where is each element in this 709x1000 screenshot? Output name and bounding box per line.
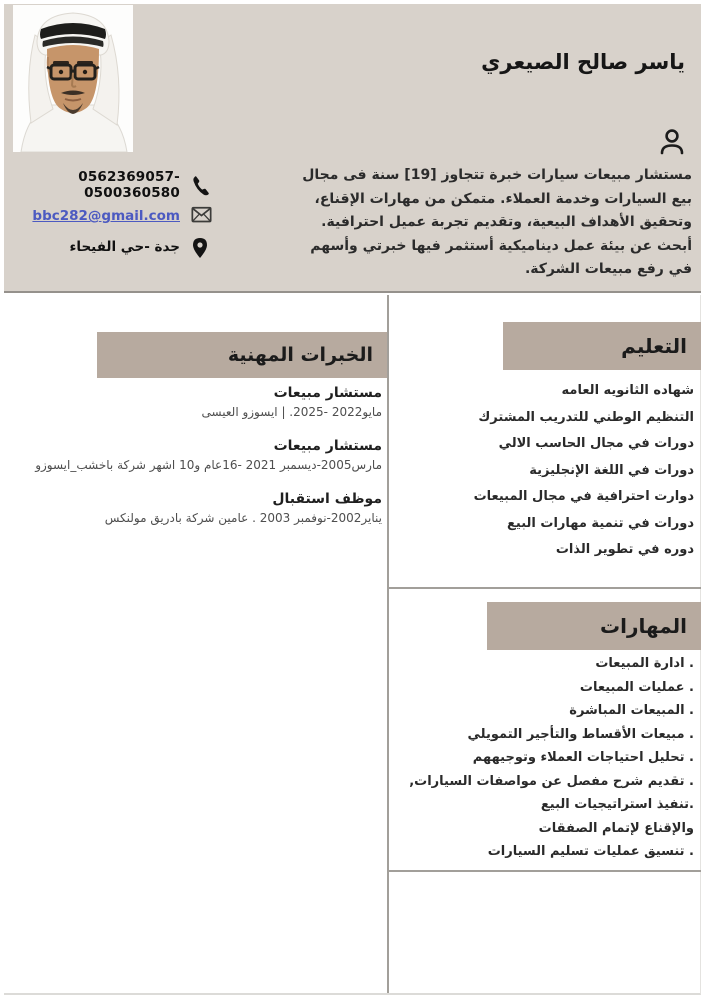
contact-location-row: [4, 236, 212, 258]
skill-item: . تقديم شرح مفصل عن مواصفات السيارات,: [409, 773, 694, 789]
experience-column: [4, 295, 387, 993]
education-item: دوارت احترافية في مجال المبيعات: [473, 489, 694, 504]
job-title: موظف استقبال: [272, 491, 382, 507]
skills-section: [389, 587, 701, 870]
job-details: مايو2022 -2025. | ايسوزو العيسى: [201, 405, 382, 419]
job-title: مستشار مبيعات: [273, 385, 382, 401]
skill-item: .تنفيذ استراتيجيات البيع: [540, 797, 694, 812]
skills-list: [394, 652, 694, 864]
education-section-title: التعليم: [503, 322, 701, 370]
location-text: جدة -حي الفيحاء: [69, 239, 180, 255]
skill-item: . عمليات المبيعات: [579, 679, 694, 695]
contact-email-row: [4, 205, 212, 227]
profile-summary: مستشار مبيعات سيارات خبرة تتجاوز [19] سنة فى مجال بيع السيارات وخدمة العملاء. متمكن من مهارات الإقناع، وتحقيق الأهداف البيعية، وتقديم تجربة عميل احترافية. أبحث عن بيئة عمل ديناميكية أستثمر فيها خبرتي وأسهم في رفع مبيعات الشركة.: [302, 167, 692, 277]
phone-number: 0562369057-0500360580: [78, 169, 180, 201]
empty-section: [389, 870, 701, 991]
envelope-icon: [191, 206, 212, 227]
contact-phone-row: [4, 169, 212, 201]
contact-block: [4, 169, 212, 267]
skill-item: . المبيعات المباشرة: [569, 703, 694, 718]
job-title: مستشار مبيعات: [273, 438, 382, 454]
education-item: دورات في مجال الحاسب الالي: [498, 436, 694, 451]
phone-icon: [191, 175, 212, 196]
location-pin-icon: [191, 237, 212, 258]
experience-list: [12, 377, 382, 544]
job-details: يناير2002-نوفمبر 2003 . عامين شركة بادريق مولنكس: [104, 511, 382, 525]
experience-item: [12, 385, 382, 419]
skill-item: . ادارة المبيعات: [595, 656, 694, 671]
education-item: دوره في تطوير الذات: [555, 542, 694, 557]
person-icon: [659, 128, 685, 156]
education-item: دورات في تنمية مهارات البيع: [507, 515, 694, 531]
skill-item: والإقناع لإتمام الصفقات: [538, 820, 694, 836]
experience-section-title: الخبرات المهنية: [97, 332, 387, 378]
education-item: دورات في اللغة الإنجليزية: [529, 462, 694, 478]
job-details: مارس2005-ديسمبر 2021 -16عام و10 اشهر شركة باخشب_ايسوزو: [35, 458, 382, 472]
skill-item: . مبيعات الأقساط والتأجير التمويلي: [467, 726, 694, 742]
skill-item: . تنسيق عمليات تسليم السيارات: [487, 844, 694, 859]
experience-item: [12, 438, 382, 472]
main-content: [4, 295, 701, 995]
education-list: [394, 378, 694, 564]
experience-item: [12, 491, 382, 525]
email-link-wrap: [32, 208, 180, 224]
sidebar-column: [387, 295, 701, 993]
profile-photo: [13, 5, 133, 152]
candidate-name: ياسر صالح الصيعري: [481, 50, 685, 74]
portrait-illustration: [13, 5, 133, 152]
education-item: شهاده الثانويه العامه: [561, 383, 694, 398]
education-item: التنظيم الوطني للتدريب المشترك: [478, 409, 694, 425]
skills-section-title: المهارات: [487, 602, 701, 650]
email-link[interactable]: bbc282@gmail.com: [32, 208, 180, 224]
skill-item: . تحليل احتياجات العملاء وتوجيههم: [472, 750, 694, 765]
education-section: [389, 295, 701, 587]
header-band: [4, 4, 701, 293]
